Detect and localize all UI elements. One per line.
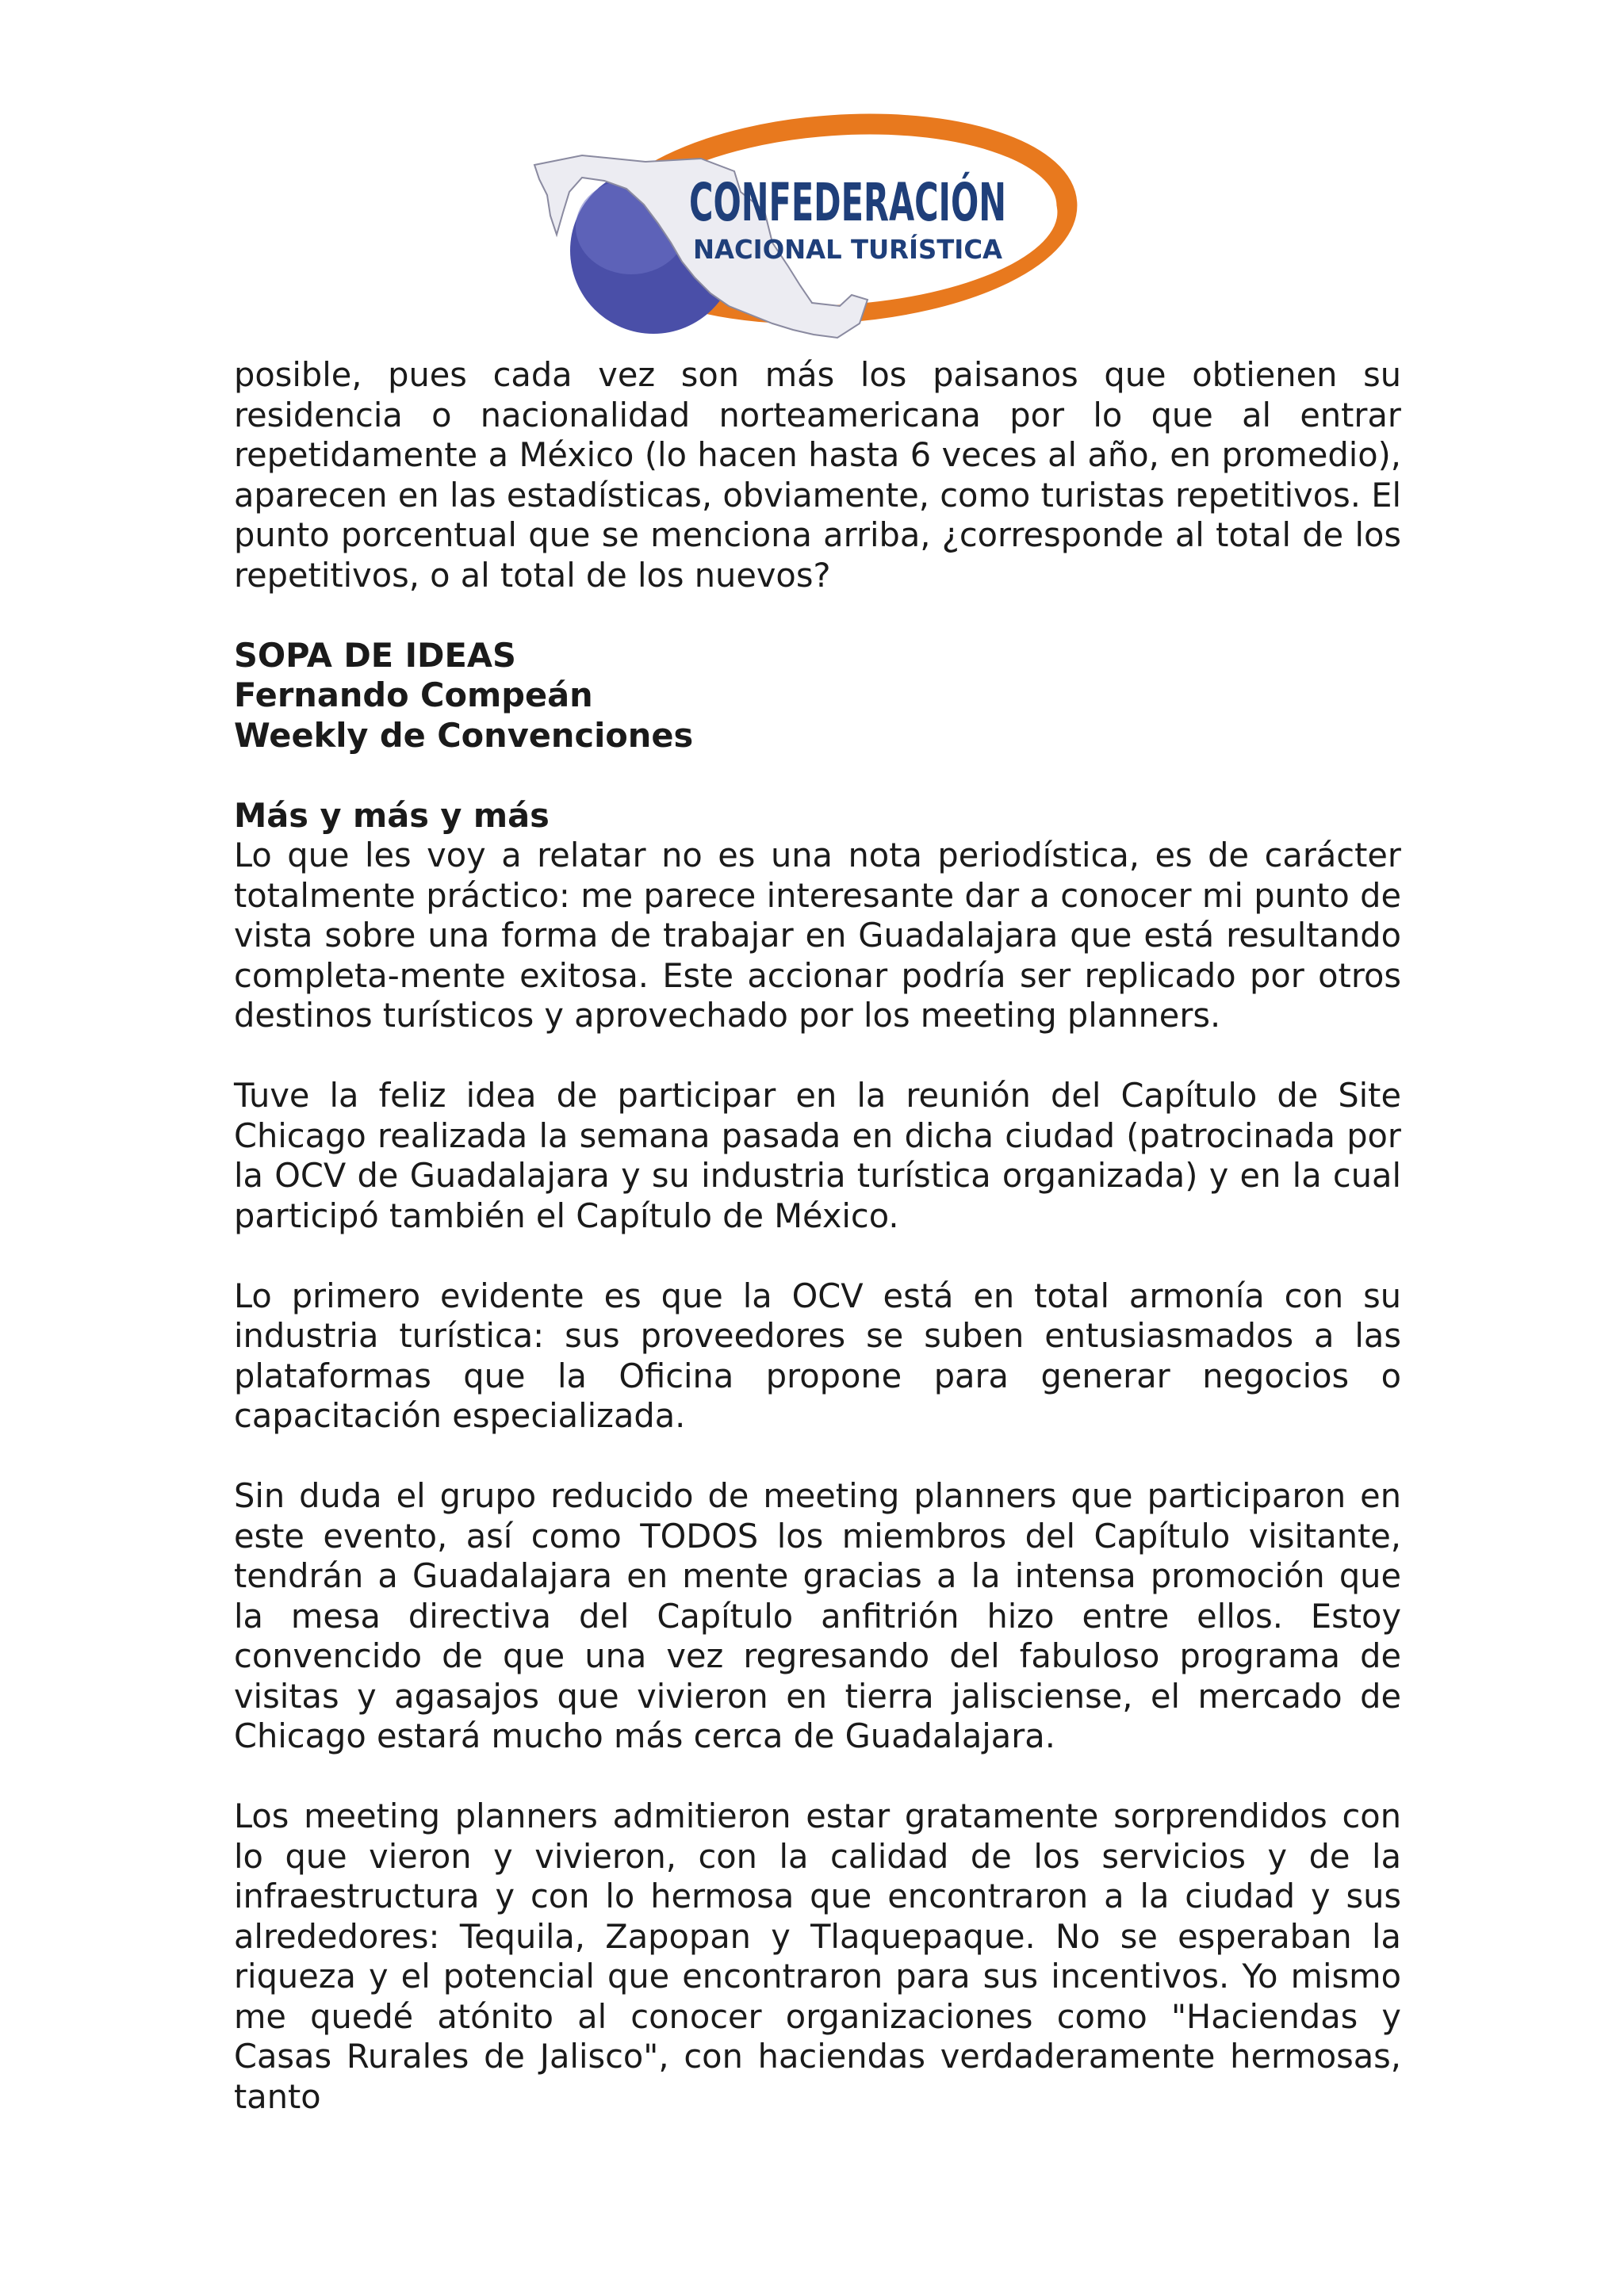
article-paragraph: Sin duda el grupo reducido de meeting planners que participaron en este evento, así como TODOS los miembros del Capítulo visitante, tendrán a Guadalajara en mente gracias a la intensa promoción que la mesa directiva del Capítulo anfitrión hizo entre ellos. Estoy convencido de que una vez regresando del fabuloso programa de visitas y agasajos que vivieron en tierra jalisciense, el mercado de Chicago estará mucho más cerca de Guadalajara.: [234, 1476, 1401, 1755]
column-header: [234, 636, 1401, 756]
intro-paragraph: posible, pues cada vez son más los paisanos que obtienen su residencia o nacionalidad norteamericana por lo que al entrar repetidamente a México (lo hacen hasta 6 veces al año, en promedio), aparecen en las estadísticas, obviamente, como turistas repetitivos. El punto porcentual que se menciona arriba, ¿corresponde al total de los repetitivos, o al total de los nuevos?: [234, 355, 1401, 595]
article-intro-block: [234, 796, 1401, 1036]
logo-title: CONFEDERACIÓN: [689, 172, 1006, 233]
article-paragraph: Tuve la feliz idea de participar en la reunión del Capítulo de Site Chicago realizada la semana pasada en dicha ciudad (patrocinada por la OCV de Guadalajara y su industria turística organizada) y en la cual participó también el Capítulo de México.: [234, 1076, 1401, 1235]
column-publication: Weekly de Convenciones: [234, 715, 694, 755]
logo-subtitle: NACIONAL TURÍSTICA: [693, 234, 1009, 265]
article-paragraph: Los meeting planners admitieron estar gratamente sorprendidos con lo que vieron y vivieron, con la calidad de los servicios y de la infraestructura y con lo hermosa que encontraron a la ciudad y sus alrededores: Tequila, Zapopan y Tlaquepaque. No se esperaban la riqueza y el potencial que encontraron para sus incentivos. Yo mismo me quedé atónito al conocer organizaciones como "Haciendas y Casas Rurales de Jalisco", con haciendas verdaderamente hermosas, tanto: [234, 1797, 1401, 2116]
column-author: Fernando Compeán: [234, 675, 593, 714]
document-body: [234, 355, 1401, 2117]
article-heading: Más y más y más: [234, 795, 550, 835]
article-paragraph: Lo que les voy a relatar no es una nota periodística, es de carácter totalmente práctico: me parece interesante dar a conocer mi punto de vista sobre una forma de trabajar en Guadalajara que está resultando completa-mente exitosa. Este accionar podría ser replicado por otros destinos turísticos y aprovechado por los meeting planners.: [234, 836, 1401, 1035]
column-title: SOPA DE IDEAS: [234, 635, 516, 675]
article-paragraph: Lo primero evidente es que la OCV está en total armonía con su industria turística: sus proveedores se suben entusiasmados a las plataformas que la Oficina propone para generar negocios o capacitación especializada.: [234, 1276, 1401, 1435]
confederacion-logo: [527, 116, 1082, 346]
